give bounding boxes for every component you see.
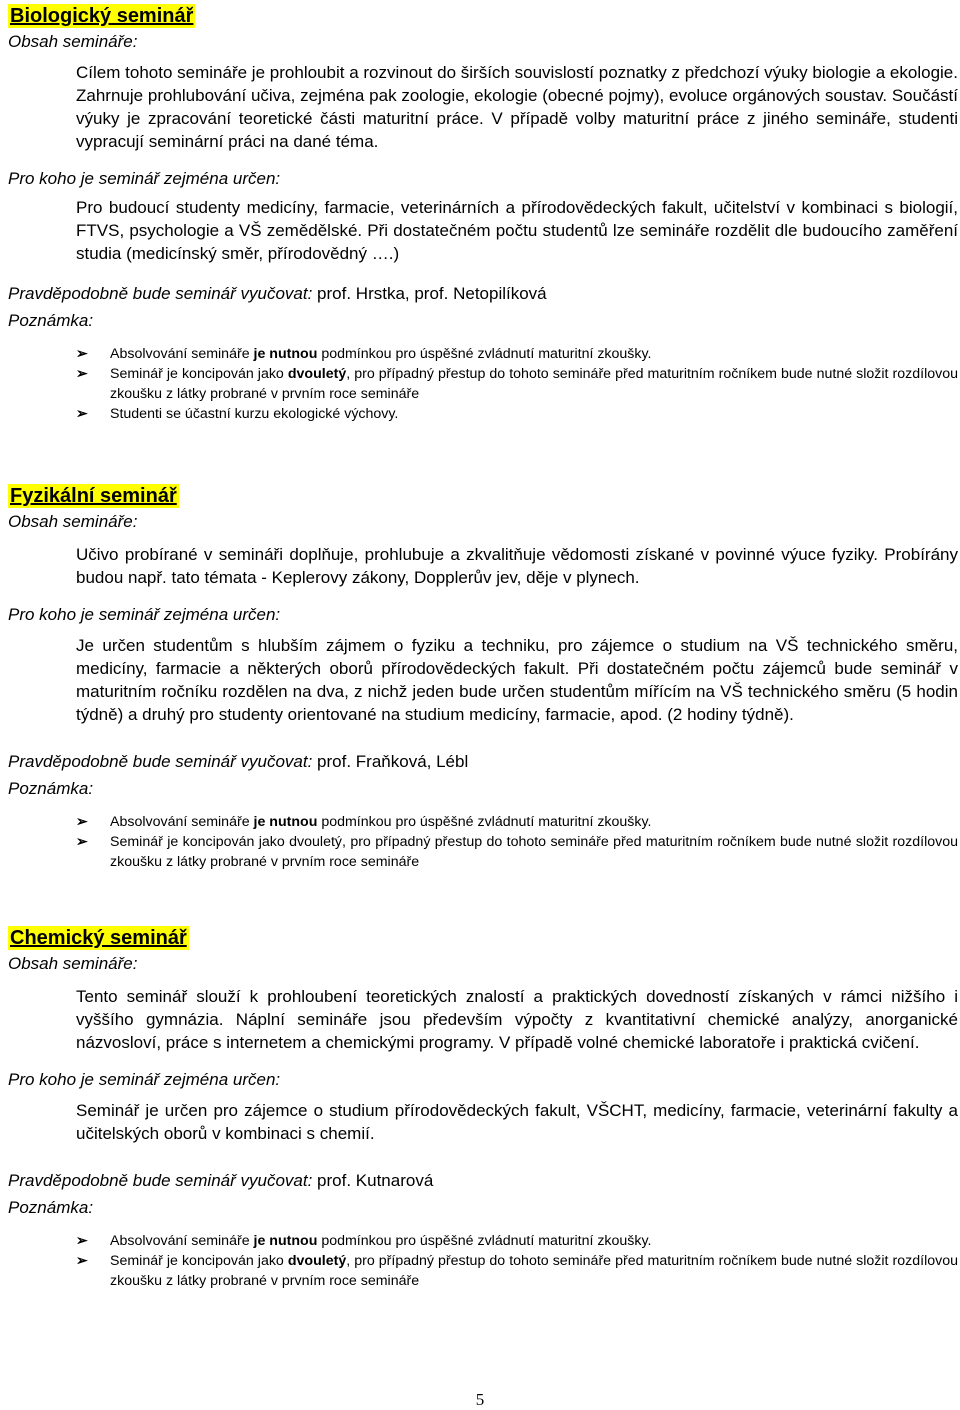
notes-list: [76, 344, 958, 424]
arrow-bullet-icon: ➢: [76, 406, 88, 422]
content-text: Cílem tohoto semináře je prohloubit a rozvinout do širších souvislostí poznatky z předchozí výuky biologie a ekologie. Zahrnuje prohlubování učiva, zejména pak zoologie, ekologie (obecné pojmy), evoluce orgánových soustav. Součástí výuky je zpracování teoretické části maturitní práce. V případě volby maturitní práce z jiného semináře, studenti vypracují seminární práci na dané téma.: [76, 63, 958, 151]
section-title: Biologický seminář: [10, 5, 194, 27]
notes-list: [76, 812, 958, 872]
content-label: Obsah semináře:: [8, 32, 138, 51]
arrow-bullet-icon: ➢: [76, 834, 88, 850]
section-biology: [8, 4, 958, 424]
note-label: Poznámka:: [8, 1198, 94, 1217]
note-item: ➢ Seminář je koncipován jako dvouletý, pro případný přestup do tohoto semináře před maturitním ročníkem bude nutné složit rozdílovou zkoušku z látky probrané v prvním roce semináře: [76, 366, 958, 402]
note-item: ➢ Seminář je koncipován jako dvouletý, pro případný přestup do tohoto semináře před maturitním ročníkem bude nutné složit rozdílovou zkoušku z látky probrané v prvním roce semináře: [76, 1253, 958, 1289]
teacher-names: prof. Hrstka, prof. Netopilíková: [317, 284, 547, 303]
note-item: ➢ Seminář je koncipován jako dvouletý, pro případný přestup do tohoto semináře před maturitním ročníkem bude nutné složit rozdílovou zkoušku z látky probrané v prvním roce semináře: [76, 834, 958, 870]
target-label: Pro koho je seminář zejména určen:: [8, 169, 281, 188]
teacher-label: Pravděpodobně bude seminář vyučovat:: [8, 1171, 313, 1190]
note-item: ➢ Absolvování semináře je nutnou podmínkou pro úspěšné zvládnutí maturitní zkoušky.: [76, 814, 652, 830]
section-title: Fyzikální seminář: [10, 485, 177, 507]
target-text: Pro budoucí studenty medicíny, farmacie, veterinárních a přírodovědeckých fakult, učitelství v kombinaci s biologií, FTVS, psychologie a VŠ zemědělské. Při dostatečném počtu studentů lze semináře rozdělit dle budoucího zaměření studia (medicínský směr, přírodovědný ….): [76, 198, 958, 263]
teacher-label: Pravděpodobně bude seminář vyučovat:: [8, 752, 313, 771]
teacher-line: [8, 750, 958, 773]
notes-list: [76, 1231, 958, 1291]
section-title: Chemický seminář: [10, 927, 187, 949]
arrow-bullet-icon: ➢: [76, 346, 88, 362]
teacher-names: prof. Fraňková, Lébl: [317, 752, 469, 771]
arrow-bullet-icon: ➢: [76, 1233, 88, 1249]
note-item: ➢ Studenti se účastní kurzu ekologické výchovy.: [76, 406, 399, 422]
teacher-names: prof. Kutnarová: [317, 1171, 434, 1190]
arrow-bullet-icon: ➢: [76, 814, 88, 830]
arrow-bullet-icon: ➢: [76, 366, 88, 382]
teacher-line: [8, 282, 958, 305]
page-number: 5: [475, 1390, 485, 1409]
section-physics: [8, 484, 958, 872]
content-label: Obsah semináře:: [8, 954, 138, 973]
note-label: Poznámka:: [8, 779, 94, 798]
target-text: Je určen studentům s hlubším zájmem o fyziku a techniku, pro zájemce o studium na VŠ technického směru, medicíny, farmacie a některých oborů přírodovědeckých fakult. Při dostatečném počtu zájemců bude seminář v maturitním ročníku rozdělen na dva, z nichž jeden bude určen studentům mířícím na VŠ technického směru (5 hodin týdně) a druhý pro studenty orientované na studium medicíny, farmacie, apod. (2 hodiny týdně).: [76, 636, 958, 724]
teacher-line: [8, 1169, 958, 1192]
content-text: Tento seminář slouží k prohloubení teoretických znalostí a praktických dovedností získaných v rámci nižšího i vyššího gymnázia. Náplní semináře jsou především výpočty z kvantitativní chemické analýzy, anorganické názvosloví, práce s internetem a chemickými programy. V případě volné chemické laboratoře i praktická cvičení.: [76, 987, 958, 1052]
target-label: Pro koho je seminář zejména určen:: [8, 605, 281, 624]
target-text: Seminář je určen pro zájemce o studium přírodovědeckých fakult, VŠCHT, medicíny, farmacie, veterinární fakulty a učitelských oborů v kombinaci s chemií.: [76, 1101, 958, 1143]
target-label: Pro koho je seminář zejména určen:: [8, 1070, 281, 1089]
note-item: ➢ Absolvování semináře je nutnou podmínkou pro úspěšné zvládnutí maturitní zkoušky.: [76, 1233, 652, 1249]
teacher-label: Pravděpodobně bude seminář vyučovat:: [8, 284, 313, 303]
content-text: Učivo probírané v semináři doplňuje, prohlubuje a zkvalitňuje vědomosti získané v povinné výuce fyziky. Probírány budou např. tato témata - Keplerovy zákony, Dopplerův jev, děje v plynech.: [76, 545, 958, 587]
note-item: ➢ Absolvování semináře je nutnou podmínkou pro úspěšné zvládnutí maturitní zkoušky.: [76, 346, 652, 362]
section-chemistry: [8, 926, 958, 1291]
arrow-bullet-icon: ➢: [76, 1253, 88, 1269]
note-label: Poznámka:: [8, 311, 94, 330]
content-label: Obsah semináře:: [8, 512, 138, 531]
